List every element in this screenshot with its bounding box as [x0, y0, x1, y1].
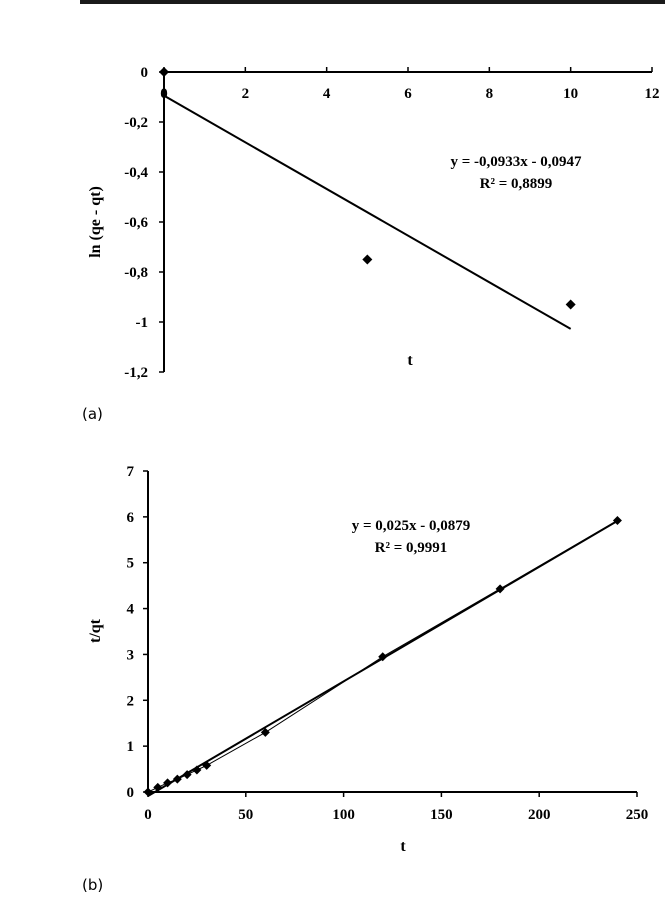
x-tick-label-a: 10	[563, 86, 579, 102]
trendline-a	[164, 96, 571, 329]
trendline-equation-b: y = 0,025x - 0,0879	[351, 518, 471, 534]
trendline-equation-a: y = -0,0933x - 0,0947	[450, 154, 582, 170]
y-tick-label-a: -0,6	[124, 215, 148, 231]
x-tick-label-a: 2	[241, 86, 250, 102]
y-tick-label-a: -0,2	[124, 115, 148, 131]
data-point-b	[153, 783, 162, 792]
y-tick-label-b: 4	[126, 601, 134, 618]
x-tick-label-a: 8	[485, 86, 494, 102]
data-point-a	[362, 255, 372, 265]
y-tick-label-a: -1,2	[124, 365, 148, 381]
x-tick-label-a: 6	[404, 86, 412, 102]
data-point-b	[192, 765, 201, 774]
y-tick-label-a: -1	[135, 315, 148, 331]
r-squared-b: R² = 0,9991	[374, 540, 448, 556]
x-tick-label-b: 50	[238, 807, 254, 823]
r-squared-a: R² = 0,8899	[479, 176, 553, 192]
x-tick-label-b: 100	[332, 807, 355, 823]
y-tick-label-a: -0,4	[124, 165, 148, 181]
y-tick-label-b: 0	[126, 785, 134, 801]
y-tick-label-a: 0	[140, 65, 148, 81]
y-axis-title-b: t/qt	[87, 619, 104, 643]
y-axis-title-a: ln (qe - qt)	[87, 186, 104, 258]
y-tick-label-b: 2	[126, 693, 134, 710]
x-tick-label-b: 150	[430, 807, 453, 823]
y-tick-label-b: 7	[126, 464, 134, 480]
y-tick-label-b: 6	[126, 509, 134, 526]
y-tick-label-b: 5	[126, 555, 134, 572]
data-point-b	[202, 761, 211, 770]
x-tick-label-b: 250	[625, 807, 649, 823]
data-point-a	[159, 67, 169, 77]
x-axis-title-a: t	[407, 352, 413, 369]
x-tick-label-a: 12	[644, 86, 660, 102]
panel-label-b: (b)	[82, 876, 104, 894]
x-axis-title-b: t	[400, 838, 406, 855]
y-tick-label-b: 1	[126, 739, 134, 756]
y-tick-label-a: -0,8	[124, 265, 148, 281]
panel-label-a: (a)	[82, 405, 103, 423]
data-point-a	[566, 300, 576, 310]
x-tick-label-a: 4	[322, 86, 331, 102]
x-tick-label-a: 0	[160, 86, 168, 102]
x-tick-label-b: 0	[144, 807, 152, 823]
y-tick-label-b: 3	[126, 647, 134, 664]
x-tick-label-b: 200	[527, 807, 551, 823]
